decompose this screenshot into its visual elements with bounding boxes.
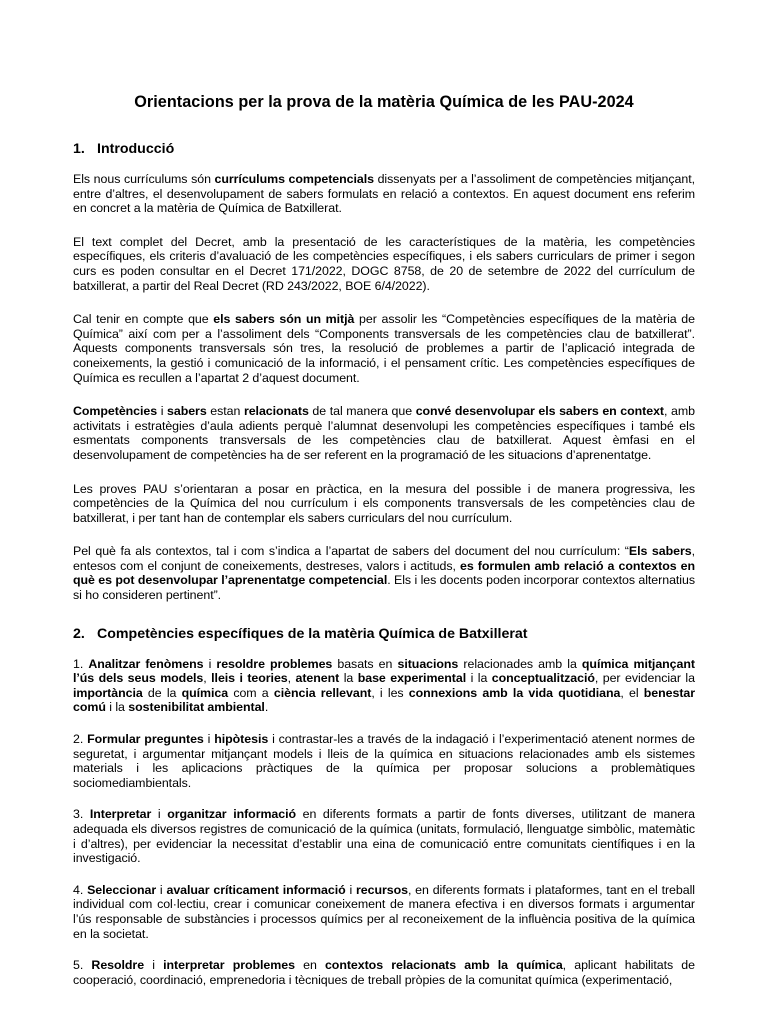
text-run: i: [345, 882, 356, 897]
bold-text: Els sabers: [628, 544, 692, 559]
text-run: Les proves PAU s’orientaran a posar en pràctica, en la mesura del possible i de manera progressiva, les competències de la Química del nou currículum i els components transversals de les competències clau de batxillerat, i per tant han de contemplar els sabers curriculars del nou currículum.: [73, 481, 695, 525]
text-run: basats en: [332, 656, 398, 671]
text-run: , aplicant habilitats de cooperació, coordinació, emprenedoria i tècniques de treball pròpies de la comunitat química (experimentació,: [73, 958, 695, 987]
bold-text: conceptualització: [491, 671, 595, 686]
bold-text: Analitzar fenòmens: [88, 656, 204, 671]
bold-text: recursos: [356, 882, 408, 897]
text-run: , el: [620, 685, 644, 700]
text-run: 2.: [73, 732, 88, 747]
bold-text: sabers: [167, 404, 207, 419]
bold-text: hipòtesis: [214, 732, 269, 747]
text-run: i: [156, 882, 167, 897]
bold-text: avaluar críticament informació: [166, 882, 346, 897]
text-run: en diferents formats a partir de fonts diverses, utilitzant de manera adequada els diversos registres de comunicació de la química (unitats, formulació, llenguatge simbòlic, matemàtic i d’altres), per evidenciar la necessitat d’establir una eina de comunicació entre comunitats científiques i en la investigació.: [73, 807, 695, 866]
competency-item: [73, 732, 695, 790]
text-run: Pel què fa als contextos, tal i com s’indica a l’apartat de sabers del document del nou currículum: “: [73, 544, 629, 559]
section-number: 2.: [73, 625, 85, 642]
bold-text: Resoldre: [91, 958, 145, 973]
text-run: , entesos com el conjunt de coneixements, destreses, valors i actituds,: [73, 544, 695, 573]
section-introduction: [73, 172, 695, 603]
bold-text: organitzar informació: [167, 807, 297, 822]
text-run: i la: [466, 671, 492, 686]
bold-text: lleis i teories: [211, 671, 288, 686]
bold-text: atenent: [295, 671, 340, 686]
text-run: i: [157, 404, 168, 419]
bold-text: Formular preguntes: [87, 732, 204, 747]
competency-item: [73, 807, 695, 865]
text-run: estan: [206, 404, 244, 419]
text-run: . Els i les docents poden incorporar contextos alternatius si ho consideren pertinent”.: [73, 573, 695, 603]
bold-text: situacions: [397, 656, 459, 671]
text-run: Els nous currículums són: [73, 172, 215, 186]
text-run: , en diferents formats i plataformes, tant en el treball individual com col·lectiu, crear i comunicar coneixement de manera efectiva i en diversos formats i argumentar l’ús responsable de substàncies i processos químics per al reconeixement de la influència positiva de la química en la societat.: [73, 882, 695, 941]
section-number: 1.: [73, 141, 85, 157]
bold-text: els sabers són un mitjà: [213, 312, 355, 327]
text-run: 5.: [73, 958, 92, 973]
document-title: Orientacions per la prova de la matèria Química de les PAU-2024: [134, 93, 634, 111]
bold-text: Interpretar: [89, 807, 152, 822]
competency-item: [73, 958, 695, 987]
bold-text: Seleccionar: [87, 882, 157, 897]
section-heading-introduction: [73, 140, 695, 158]
competency-item: [73, 883, 695, 941]
text-run: ,: [203, 671, 212, 686]
bold-text: convé desenvolupar els sabers en context: [415, 404, 665, 419]
paragraph: [73, 482, 695, 526]
paragraph: [73, 312, 695, 385]
paragraph: [73, 404, 695, 462]
text-run: per assolir les “Competències específiques de la matèria de Química” així com per a l’assoliment dels “Components transversals de les competències clau de batxillerat”. Aquests components transversals són tres, la resolució de problemes a partir de l’aplicació integrada de coneixements, la gestió i comunicació de la informació, i el pensament crític. Les competències específiques de Química es recullen a l’apartat 2 d’aquest document.: [73, 312, 695, 385]
bold-text: importància: [73, 685, 143, 700]
bold-text: química mitjançant l’ús dels seus models: [73, 656, 695, 686]
document-content: [73, 92, 695, 987]
text-run: 1.: [73, 656, 89, 671]
bold-text: Competències: [73, 404, 158, 419]
text-run: i: [151, 807, 168, 822]
text-run: 4.: [73, 882, 88, 897]
text-run: dissenyats per a l’assoliment de competències mitjançant, entre d’altres, el desenvolupament de sabers formulats en relació a contextos. En aquest document ens referim en concret a la matèria de Química de Batxillerat.: [73, 172, 695, 216]
text-run: El text complet del Decret, amb la presentació de les característiques de la matèria, les competències específiques, els criteris d’avaluació de les competències específiques, i els sabers curriculars de primer i segon curs es poden consultar en el Decret 171/2022, DOGC 8758, de 20 de setembre de 2022 del currículum de batxillerat, a partir del Real Decret (RD 243/2022, BOE 6/4/2022).: [73, 234, 695, 293]
section-title: Competències específiques de la matèria Química de Batxillerat: [97, 625, 528, 642]
text-run: , i les: [371, 685, 409, 700]
text-run: i: [203, 732, 215, 747]
bold-text: contextos relacionats amb la química: [324, 958, 563, 973]
bold-text: sostenibilitat ambiental: [128, 700, 265, 715]
paragraph: [73, 172, 695, 216]
section-title: Introducció: [97, 141, 175, 157]
text-run: relacionades amb la: [458, 656, 582, 671]
section-competencies: [73, 657, 695, 988]
paragraph: [73, 544, 695, 602]
bold-text: benestar comú: [73, 685, 696, 715]
text-run: , amb activitats i estratègies d’aula adients perquè l’alumnat desenvolupi les competències específiques i també els esmentats components transversals de les competències clau de batxillerat. Aquest èmfasi en el desenvolupament de competències ha de ser referent en la programació de les situacions d’aprenentatge.: [73, 404, 695, 462]
bold-text: interpretar problemes: [163, 958, 295, 973]
bold-text: es formulen amb relació a contextos en què es pot desenvolupar l’aprenentatge competencial: [73, 558, 695, 588]
text-run: i: [144, 958, 164, 973]
bold-text: química: [181, 685, 229, 700]
section-heading-competencies: [73, 625, 695, 643]
paragraph: [73, 235, 695, 293]
text-run: i contrastar-les a través de la indagació i l’experimentació atenent normes de seguretat, i argumentar mitjançant models i lleis de la química en situacions relacionades amb els sistemes materials i les aplicacions pràctiques de la química per proposar solucions a problemàtiques sociomediambientals.: [73, 732, 696, 790]
text-run: de tal manera que: [308, 404, 416, 419]
text-run: , per evidenciar la: [594, 671, 695, 686]
bold-text: base experimental: [357, 671, 467, 686]
text-run: en: [294, 958, 325, 973]
text-run: com a: [228, 685, 274, 700]
text-run: Cal tenir en compte que: [73, 312, 214, 327]
bold-text: relacionats: [243, 404, 309, 419]
text-run: ,: [287, 671, 296, 686]
bold-text: resoldre problemes: [216, 656, 333, 671]
bold-text: connexions amb la vida quotidiana: [408, 685, 621, 700]
bold-text: currículums competencials: [214, 172, 374, 186]
text-run: .: [264, 700, 269, 715]
text-run: de la: [142, 685, 182, 700]
bold-text: ciència rellevant: [273, 685, 372, 700]
text-run: i: [203, 656, 217, 671]
text-run: la: [339, 671, 358, 686]
text-run: 3.: [73, 807, 90, 822]
text-run: i la: [105, 700, 129, 715]
competency-item: [73, 657, 695, 715]
